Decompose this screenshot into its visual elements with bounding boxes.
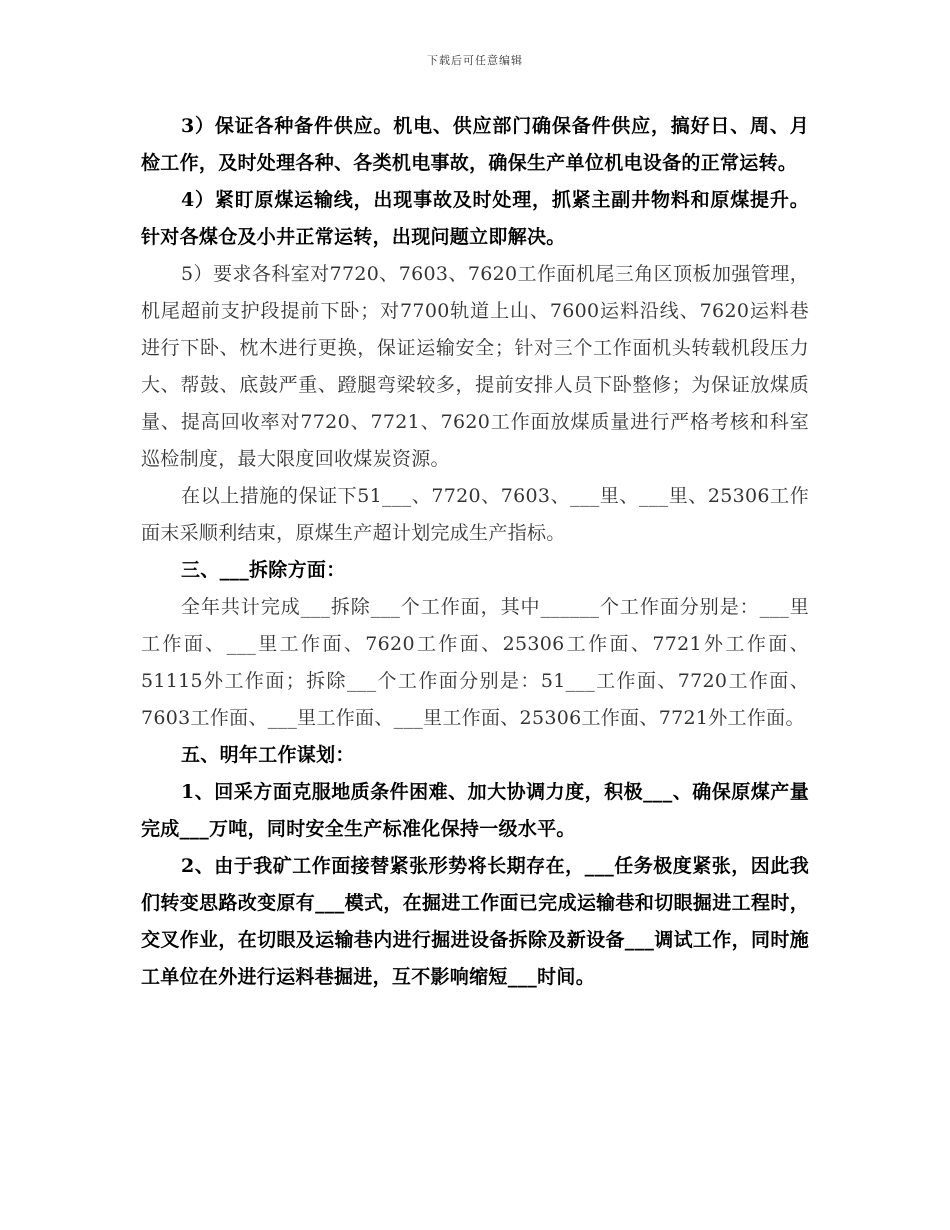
paragraph-spare-parts: 3）保证各种备件供应。机电、供应部门确保备件供应，搞好日、周、月检工作，及时处理各种、各类机电事故，确保生产单位机电设备的正常运转。 — [141, 115, 809, 174]
document-body — [141, 108, 809, 996]
section-heading-dismantling: 三、___拆除方面： — [181, 559, 346, 581]
paragraph-roof-management: 5）要求各科室对7720、7603、7620工作面机尾三角区顶板加强管理，机尾超前支护段提前下卧；对7700轨道上山、7600运料沿线、7620运料巷进行下卧、枕木进行更换，保证运输安全；针对三个工作面机头转载机段压力大、帮鼓、底鼓严重、蹬腿弯梁较多，提前安排人员下卧整修；为保证放煤质量、提高回收率对7720、7721、7620工作面放煤质量进行严格考核和科室巡检制度，最大限度回收煤炭资源。 — [141, 263, 809, 470]
paragraph-mining-plan: 1、回采方面克服地质条件困难、加大协调力度，积极___、确保原煤产量完成___万吨，同时安全生产标准化保持一级水平。 — [141, 781, 809, 840]
paragraph-coal-transport: 4）紧盯原煤运输线，出现事故及时处理，抓紧主副井物料和原煤提升。针对各煤仓及小井正常运转，出现问题立即解决。 — [141, 189, 809, 248]
section-heading-next-year: 五、明年工作谋划： — [181, 744, 355, 766]
paragraph-measures-summary: 在以上措施的保证下51___、7720、7603、___里、___里、25306工作面末采顺利结束，原煤生产超计划完成生产指标。 — [141, 485, 809, 544]
page-header: 下载后可任意编辑 — [427, 54, 523, 67]
paragraph-workface-plan: 2、由于我矿工作面接替紧张形势将长期存在，___任务极度紧张，因此我们转变思路改变原有___模式，在掘进工作面已完成运输巷和切眼掘进工程时，交叉作业，在切眼及运输巷内进行掘进设备拆除及新设备___调试工作，同时施工单位在外进行运料巷掘进，互不影响缩短___时间。 — [141, 855, 809, 988]
paragraph-dismantling-summary: 全年共计完成___拆除___个工作面，其中______个工作面分别是：___里工作面、___里工作面、7620工作面、25306工作面、7721外工作面、51115外工作面；拆除___个工作面分别是：51___工作面、7720工作面、7603工作面、___里工作面、___里工作面、25306工作面、7721外工作面。 — [141, 596, 809, 729]
